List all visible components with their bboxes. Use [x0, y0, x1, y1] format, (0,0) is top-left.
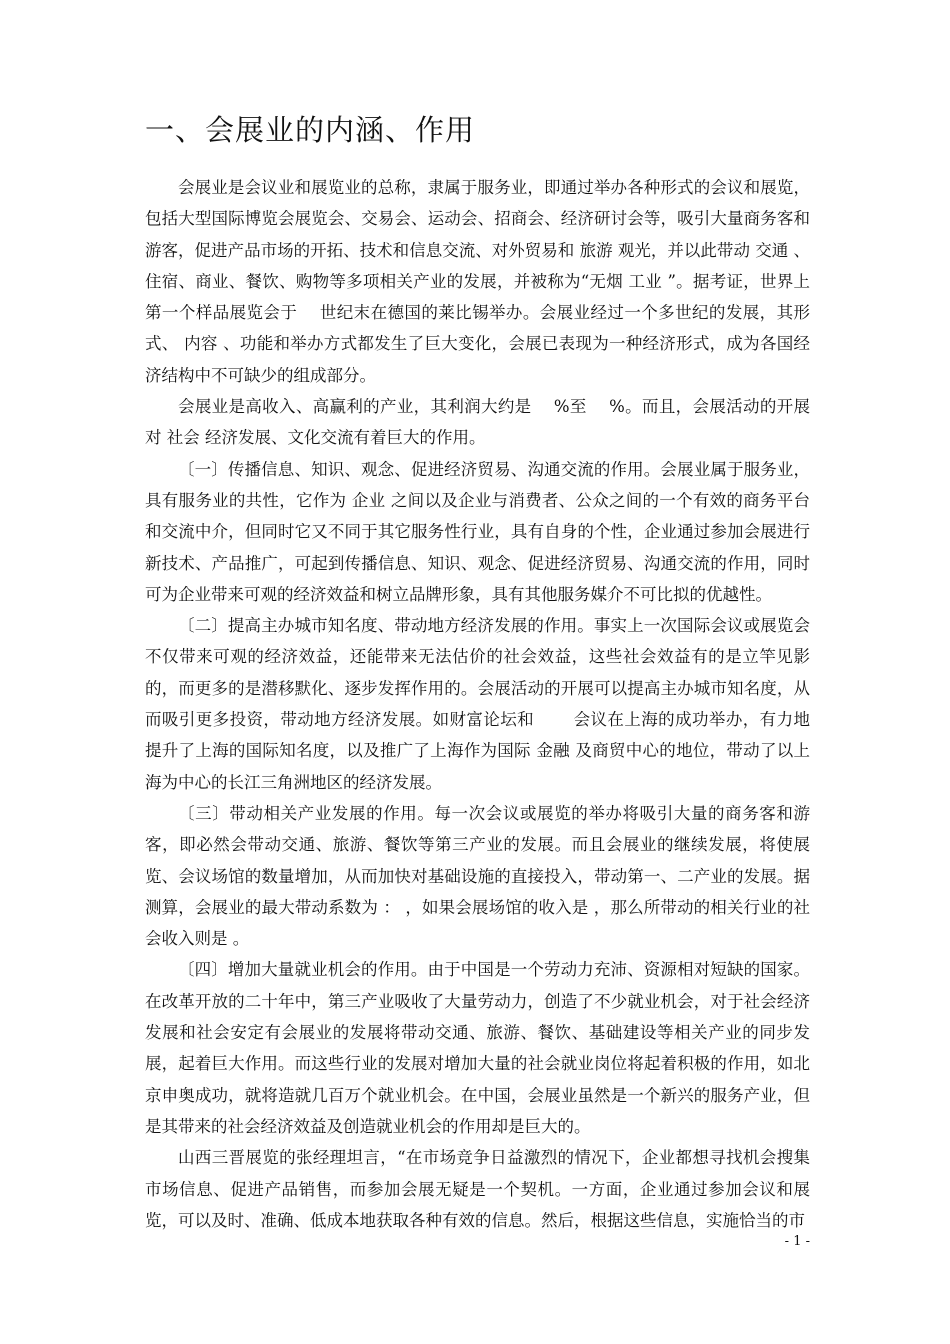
paragraph-section-3: 〔三〕带动相关产业发展的作用。每一次会议或展览的举办将吸引大量的商务客和游客，即必然会带动交通、旅游、餐饮等第三产业的发展。而且会展业的继续发展，将使展览、会议场馆的数量增加，从而加快对基础设施的直接投入，带动第一、二产业的发展。据测算，会展业的最大带动系数为 ： ，如果会展场馆的收入是 ，那么所带动的相关行业的社会收入则是 。 [145, 803, 810, 949]
document-body [145, 172, 810, 1236]
page-number: - 1 - [784, 1234, 810, 1249]
paragraph-section-1: 〔一〕传播信息、知识、观念、促进经济贸易、沟通交流的作用。会展业属于服务业，具有服务业的共性，它作为 企业 之间以及企业与消费者、公众之间的一个有效的商务平台和交流中介，但同时它又不同于其它服务性行业，具有自身的个性，企业通过参加会展进行新技术、产品推广，可起到传播信息、知识、观念、促进经济贸易、沟通交流的作用，同时可为企业带来可观的经济效益和树立品牌形象，具有其他服务媒介不可比拟的优越性。 [145, 459, 810, 604]
page-title: 一、会展业的内涵、作用 [145, 113, 476, 147]
paragraph-profit: 会展业是高收入、高赢利的产业，其利润大约是 %至 %。而且，会展活动的开展对 社会 经济发展、文化交流有着巨大的作用。 [145, 397, 810, 448]
paragraph-quote: 山西三晋展览的张经理坦言，“在市场竞争日益激烈的情况下，企业都想寻找机会搜集市场信息、促进产品销售，而参加会展无疑是一个契机。一方面，企业通过参加会议和展览，可以及时、准确、低成本地获取各种有效的信息。然后，根据这些信息，实施恰当的市 [145, 1148, 810, 1230]
paragraph-section-4: 〔四〕增加大量就业机会的作用。由于中国是一个劳动力充沛、资源相对短缺的国家。在改革开放的二十年中，第三产业吸收了大量劳动力，创造了不少就业机会，对于社会经济发展和社会安定有会展业的发展将带动交通、旅游、餐饮、基础建设等相关产业的同步发展，起着巨大作用。而这些行业的发展对增加大量的社会就业岗位将起着积极的作用，如北京申奥成功，就将造就几百万个就业机会。在中国，会展业虽然是一个新兴的服务产业，但是其带来的社会经济效益及创造就业机会的作用却是巨大的。 [145, 960, 810, 1136]
paragraph-intro: 会展业是会议业和展览业的总称，隶属于服务业，即通过举办各种形式的会议和展览，包括大型国际博览会展览会、交易会、运动会、招商会、经济研讨会等，吸引大量商务客和游客，促进产品市场的开拓、技术和信息交流、对外贸易和 旅游 观光，并以此带动 交通 、住宿、商业、餐饮、购物等多项相关产业的发展，并被称为“无烟 工业 ”。据考证，世界上第一个样品展览会于 世纪末在德国的莱比锡举办。会展业经过一个多世纪的发展，其形式、 内容 、功能和举办方式都发生了巨大变化，会展已表现为一种经济形式，成为各国经济结构中不可缺少的组成部分。 [145, 178, 810, 385]
paragraph-section-2: 〔二〕提高主办城市知名度、带动地方经济发展的作用。事实上一次国际会议或展览会不仅带来可观的经济效益，还能带来无法估价的社会效益，这些社会效益有的是立竿见影的，而更多的是潜移默化、逐步发挥作用的。会展活动的开展可以提高主办城市知名度，从而吸引更多投资，带动地方经济发展。如财富论坛和 会议在上海的成功举办，有力地提升了上海的国际知名度，以及推广了上海作为国际 金融 及商贸中心的地位，带动了以上海为中心的长江三角洲地区的经济发展。 [145, 616, 810, 792]
